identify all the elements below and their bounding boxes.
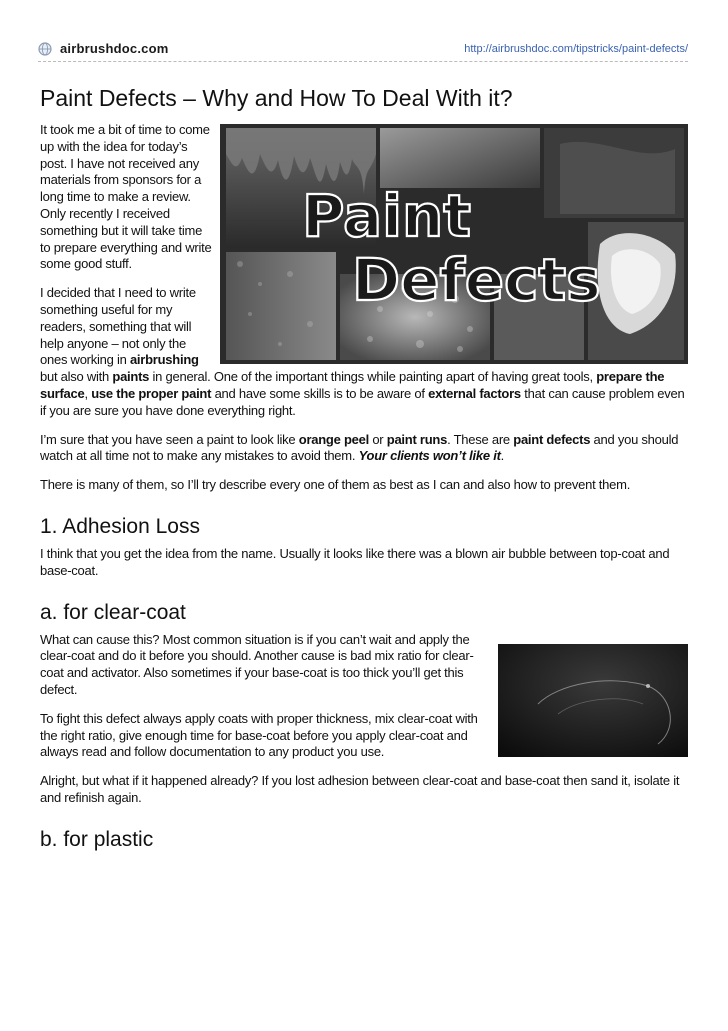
- clear-coat-defect-photo: [498, 644, 688, 757]
- site-brand[interactable]: [38, 41, 168, 56]
- globe-icon: [38, 42, 52, 56]
- text: ,: [84, 385, 92, 401]
- text: or: [368, 431, 387, 447]
- text: and you should watch at all time not to make any mistakes to avoid them.: [40, 431, 679, 464]
- bold-text: paint runs: [386, 431, 448, 447]
- text: . These are: [447, 431, 514, 447]
- section-heading-adhesion-loss: 1. Adhesion Loss: [40, 514, 200, 538]
- bold-text: use the proper paint: [91, 385, 212, 401]
- section-paragraph: I think that you get the idea from the name. Usually it looks like there was a blown air bubble between top-coat and base-coat.: [40, 545, 670, 578]
- section-heading-clear-coat: a. for clear-coat: [40, 600, 186, 624]
- intro-paragraph-1: It took me a bit of time to come up with the idea for today’s post. I have not received any materials from sponsors for a long time to make a review. Only recently I received something but it will take time to prepare everything and write some good stuff.: [40, 122, 212, 272]
- bold-text: prepare the surface: [40, 369, 665, 401]
- section-heading-plastic: b. for plastic: [40, 827, 154, 851]
- text: but also with: [40, 369, 113, 385]
- section-paragraph: To fight this defect always apply coats with proper thickness, mix clear-coat with the right ratio, give enough time for base-coat before you apply clear-coat and always read and follow documentation to any product you use.: [40, 710, 478, 760]
- intro-paragraph-4: There is many of them, so I’ll try describe every one of them as best as I can and also how to prevent them.: [40, 477, 631, 493]
- text: .: [500, 448, 505, 464]
- section-paragraph: Alright, but what if it happened already? If you lost adhesion between clear-coat and base-coat then sand it, isolate it and refinish again.: [40, 773, 680, 805]
- hero-text-line2: Defects: [352, 246, 601, 314]
- text: I’m sure that you have seen a paint to look like: [40, 431, 299, 447]
- hero-image: [220, 124, 688, 364]
- bold-text: paints: [112, 369, 150, 385]
- text: in general. One of the important things while painting apart of having great tools,: [149, 369, 597, 385]
- text: I decided that I need to write something useful for my readers, something that will help anyone – not only the ones working in: [40, 285, 196, 368]
- intro-paragraph-3: [40, 432, 688, 466]
- page-header: [38, 38, 688, 60]
- bold-text: paint defects: [513, 431, 591, 447]
- paint-defects-collage: [220, 124, 688, 364]
- text: and have some skills is to be aware of: [211, 385, 429, 401]
- page-url-link[interactable]: http://airbrushdoc.com/tipstricks/paint-defects/: [464, 43, 688, 55]
- site-name[interactable]: airbrushdoc.com: [60, 41, 169, 56]
- section-paragraph: What can cause this? Most common situation is if you can’t wait and apply the clear-coat and do it before you should. Another cause is bad mix ratio for clear-coat and activator. Also sometimes if your base-coat is too thick you’ll get this defect.: [40, 631, 474, 697]
- article-title: Paint Defects – Why and How To Deal With it?: [40, 85, 513, 111]
- bold-text: orange peel: [298, 431, 369, 447]
- header-divider: [38, 61, 688, 62]
- bold-text: airbrushing: [129, 352, 199, 368]
- article: [40, 84, 688, 859]
- bold-text: external factors: [428, 385, 521, 401]
- text: that can cause problem even if you are sure you have done everything right.: [40, 385, 685, 418]
- hero-text-line1: Paint: [302, 182, 471, 250]
- bold-italic-text: Your clients won’t like it: [358, 448, 501, 464]
- adhesion-loss-image: [498, 644, 688, 757]
